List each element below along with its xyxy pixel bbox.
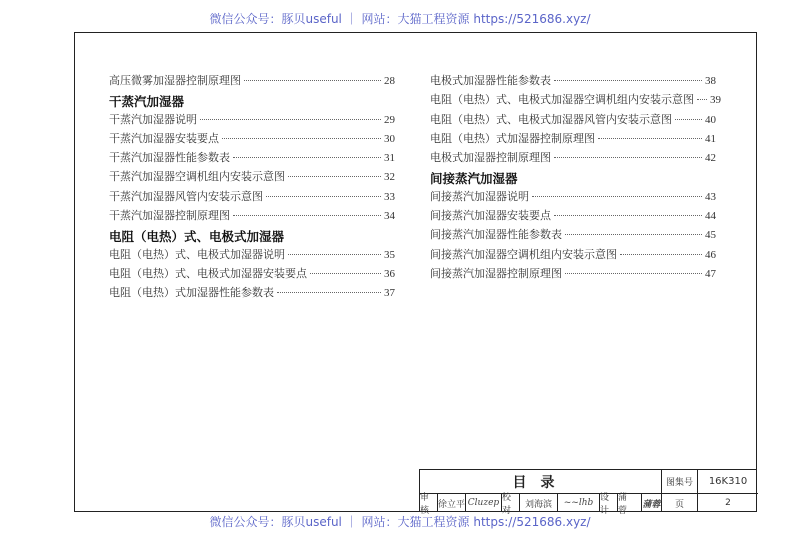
- toc-section-heading: 电阻（电热）式、电极式加湿器: [109, 229, 285, 245]
- dot-leader: [310, 273, 381, 274]
- atlas-number: 16K310: [698, 470, 758, 494]
- toc-entry-page: 44: [705, 210, 716, 223]
- toc-entry[interactable]: [430, 246, 716, 265]
- toc-entry[interactable]: [109, 72, 395, 91]
- review-label: 审核: [420, 494, 438, 512]
- toc-entry-title: 干蒸汽加湿器安装要点: [109, 131, 219, 145]
- toc-entry-page: 33: [384, 190, 395, 203]
- toc-entry-title: 电阻（电热）式加湿器性能参数表: [109, 286, 274, 300]
- dot-leader: [200, 119, 381, 120]
- watermark-bottom: 微信公众号：豚贝useful ｜ 网站：大猫工程资源 https://521686.xyz/: [209, 515, 591, 529]
- toc-entry-title: 间接蒸汽加湿器空调机组内安装示意图: [430, 247, 617, 261]
- design-label: 设计: [600, 494, 618, 512]
- dot-leader: [598, 138, 702, 139]
- dot-leader: [620, 254, 702, 255]
- dot-leader: [565, 273, 702, 274]
- toc-entry[interactable]: [430, 265, 716, 284]
- toc-entry[interactable]: [430, 207, 716, 226]
- dot-leader: [277, 292, 381, 293]
- designer-name: 蒲蓉: [618, 494, 642, 512]
- toc-entry-title: 间接蒸汽加湿器控制原理图: [430, 266, 562, 280]
- toc-entry-page: 41: [705, 132, 716, 145]
- toc-entry-title: 间接蒸汽加湿器安装要点: [430, 209, 551, 223]
- toc-entry-page: 37: [384, 287, 395, 300]
- toc-entry-title: 电极式加湿器控制原理图: [430, 151, 551, 165]
- dot-leader: [233, 215, 381, 216]
- toc-entry-title: 干蒸汽加湿器风管内安装示意图: [109, 189, 263, 203]
- dot-leader: [554, 215, 702, 216]
- toc-entry-page: 38: [705, 75, 716, 87]
- title-block: [419, 469, 757, 516]
- checker-signature: ~~lhb: [558, 494, 600, 512]
- toc-entry[interactable]: [109, 284, 395, 303]
- toc-entry-page: 40: [705, 113, 716, 126]
- toc-entry-page: 43: [705, 190, 716, 203]
- drawing-title: 目录: [420, 470, 662, 494]
- toc-entry-page: 32: [384, 171, 395, 184]
- toc-left-column: [109, 72, 395, 304]
- dot-leader: [554, 80, 702, 81]
- toc-entry-page: 47: [705, 267, 716, 280]
- check-label: 校对: [502, 494, 520, 512]
- toc-entry[interactable]: [109, 188, 395, 207]
- toc-entry-page: 39: [710, 94, 721, 107]
- toc-entry-title: 电阻（电热）式、电极式加湿器说明: [109, 247, 285, 261]
- reviewer-signature: Cluzep: [466, 494, 502, 512]
- dot-leader: [675, 119, 702, 120]
- toc-entry[interactable]: [430, 130, 716, 149]
- toc-entry-title: 高压微雾加湿器控制原理图: [109, 74, 241, 87]
- toc-entry-page: 29: [384, 113, 395, 126]
- toc-entry[interactable]: [430, 149, 716, 168]
- toc-entry-title: 间接蒸汽加湿器说明: [430, 189, 529, 203]
- dot-leader: [266, 196, 381, 197]
- toc-entry[interactable]: [109, 168, 395, 187]
- toc-entry[interactable]: [109, 149, 395, 168]
- toc-entry-page: 34: [384, 210, 395, 223]
- atlas-number-label: 图集号: [662, 470, 698, 494]
- dot-leader: [288, 176, 381, 177]
- toc-entry-title: 电阻（电热）式、电极式加湿器空调机组内安装示意图: [430, 93, 694, 107]
- toc-entry-page: 36: [384, 267, 395, 280]
- toc-entry-page: 30: [384, 132, 395, 145]
- toc-entry[interactable]: [430, 111, 716, 130]
- toc-entry-page: 28: [384, 75, 395, 87]
- dot-leader: [532, 196, 702, 197]
- checker-name: 刘海滨: [520, 494, 558, 512]
- toc-entry-page: 46: [705, 248, 716, 261]
- toc-entry[interactable]: [109, 207, 395, 226]
- toc-entry[interactable]: [430, 72, 716, 91]
- dot-leader: [233, 157, 381, 158]
- toc-right-column: [430, 72, 721, 284]
- toc-entry-title: 电阻（电热）式加湿器控制原理图: [430, 131, 595, 145]
- toc-entry-page: 35: [384, 248, 395, 261]
- toc-entry-page: 31: [384, 152, 395, 165]
- toc-entry-title: 干蒸汽加湿器性能参数表: [109, 151, 230, 165]
- toc-entry[interactable]: [109, 111, 395, 130]
- toc-entry-title: 干蒸汽加湿器控制原理图: [109, 209, 230, 223]
- toc-entry[interactable]: [430, 226, 716, 245]
- dot-leader: [222, 138, 381, 139]
- designer-signature: 蒲蓉: [642, 494, 662, 512]
- dot-leader: [565, 234, 702, 235]
- toc-entry-title: 干蒸汽加湿器说明: [109, 112, 197, 126]
- dot-leader: [244, 80, 381, 81]
- page-number: 2: [725, 498, 731, 508]
- toc-entry[interactable]: [109, 130, 395, 149]
- page-label: 页: [662, 494, 698, 512]
- toc-entry[interactable]: [109, 246, 395, 265]
- toc-section-heading: 干蒸汽加湿器: [109, 93, 185, 109]
- dot-leader: [554, 157, 702, 158]
- toc-section-heading: 间接蒸汽加湿器: [430, 171, 518, 187]
- dot-leader: [697, 99, 707, 100]
- toc-entry[interactable]: [430, 188, 716, 207]
- toc-entry-title: 电阻（电热）式、电极式加湿器安装要点: [109, 266, 307, 280]
- watermark-top: 微信公众号：豚贝useful ｜ 网站：大猫工程资源 https://521686.xyz/: [209, 12, 591, 26]
- dot-leader: [288, 254, 381, 255]
- toc-entry[interactable]: [430, 91, 721, 110]
- toc-entry-title: 间接蒸汽加湿器性能参数表: [430, 228, 562, 242]
- toc-entry-title: 干蒸汽加湿器空调机组内安装示意图: [109, 170, 285, 184]
- toc-entry-page: 42: [705, 152, 716, 165]
- reviewer-name: 徐立平: [438, 494, 466, 512]
- toc-entry[interactable]: [109, 265, 395, 284]
- toc-entry-page: 45: [705, 229, 716, 242]
- toc-entry-title: 电阻（电热）式、电极式加湿器风管内安装示意图: [430, 112, 672, 126]
- toc-entry-title: 电极式加湿器性能参数表: [430, 74, 551, 87]
